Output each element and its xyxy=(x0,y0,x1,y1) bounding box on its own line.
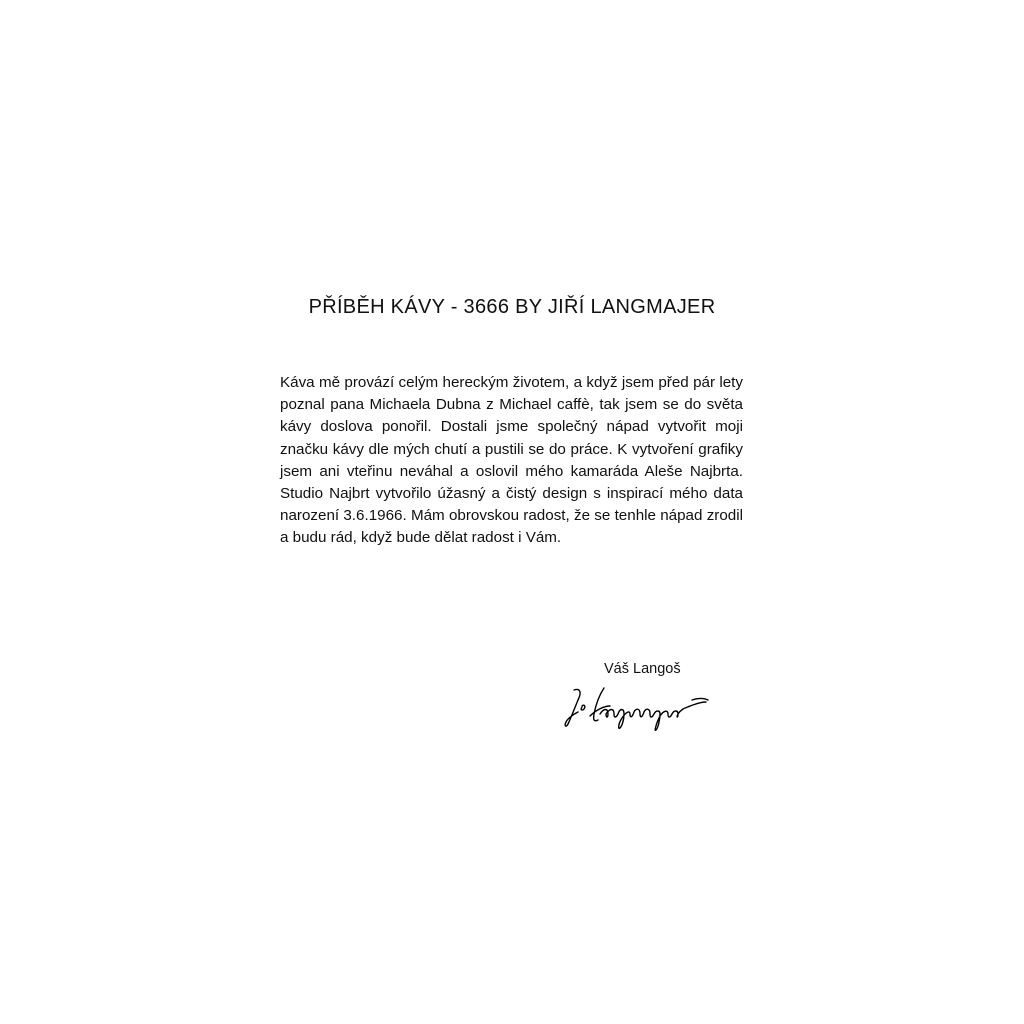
signature-image xyxy=(560,684,720,734)
story-paragraph: Káva mě provází celým hereckým životem, a když jsem před pár lety poznal pana Michaela Dubna z Michael caffè, tak jsem se do světa kávy doslova ponořil. Dostali jsme společný nápad vytvořit moji značku kávy dle mých chutí a pustili se do práce. K vytvoření grafiky jsem ani vteřinu neváhal a oslovil mého kamaráda Aleše Najbrta. Studio Najbrt vytvořilo úžasný a čistý design s inspirací mého data narození 3.6.1966. Mám obrovskou radost, že se tenhle nápad zrodil a budu rád, když bude dělat radost i Vám. xyxy=(280,374,743,547)
greeting-text: Váš Langoš xyxy=(604,661,681,677)
page-title: PŘÍBĚH KÁVY - 3666 BY JIŘÍ LANGMAJER xyxy=(308,296,716,318)
signature-drawing xyxy=(560,684,720,734)
